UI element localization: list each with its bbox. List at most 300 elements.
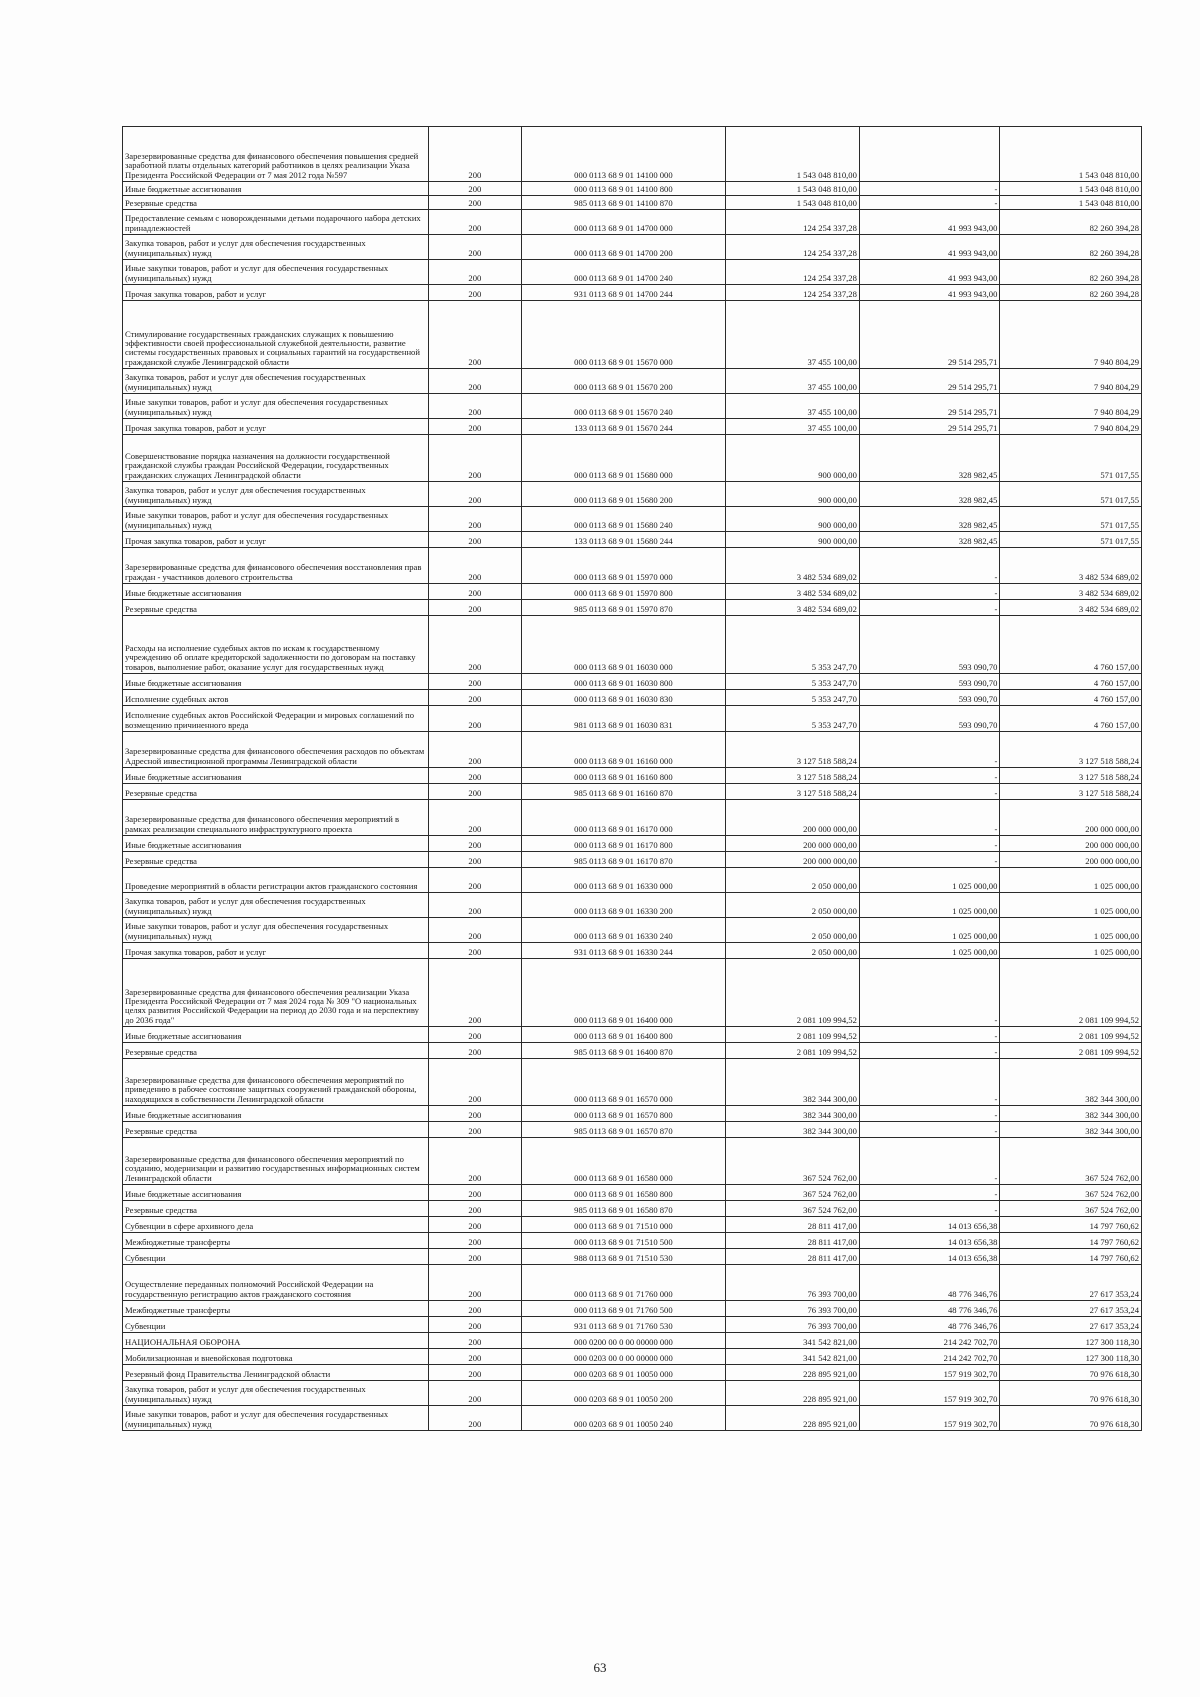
row-name: Совершенствование порядка назначения на должности государственной гражданской службы граждан Российской Федерации, государственных гражданских служащих Ленинградской области [123,435,429,482]
row-executed-amount: 214 242 702,70 [859,1349,1000,1365]
row-executed-amount: - [859,852,1000,868]
row-name: Иные бюджетные ассигнования [123,182,429,196]
row-approved-amount: 3 127 518 588,24 [725,732,859,768]
row-executed-amount: 328 982,45 [859,435,1000,482]
row-remaining-amount: 14 797 760,62 [1000,1249,1142,1265]
row-name: Зарезервированные средства для финансового обеспечения мероприятий по созданию, модернизации и развитию государственных информационных систем Ленинградской области [123,1138,429,1185]
row-classification: 931 0113 68 9 01 14700 244 [522,285,726,301]
row-name: Субвенции [123,1317,429,1333]
row-approved-amount: 382 344 300,00 [725,1122,859,1138]
table-row [123,943,1142,959]
row-classification: 931 0113 68 9 01 71760 530 [522,1317,726,1333]
table-row [123,836,1142,852]
row-classification: 985 0113 68 9 01 16160 870 [522,784,726,800]
table-row [123,196,1142,210]
row-name: Прочая закупка товаров, работ и услуг [123,285,429,301]
page-number: 63 [593,1660,607,1675]
row-name: Закупка товаров, работ и услуг для обеспечения государственных (муниципальных) нужд [123,482,429,507]
row-approved-amount: 382 344 300,00 [725,1059,859,1106]
row-approved-amount: 5 353 247,70 [725,616,859,674]
row-remaining-amount: 82 260 394,28 [1000,285,1142,301]
row-executed-amount: 41 993 943,00 [859,285,1000,301]
row-remaining-amount: 367 524 762,00 [1000,1201,1142,1217]
row-name: Зарезервированные средства для финансового обеспечения реализации Указа Президента Российской Федерации от 7 мая 2024 года № 309 "О национальных целях развития Российской Федерации на период до 2030 года и на перспективу до 2036 года" [123,959,429,1027]
row-classification: 000 0113 68 9 01 71760 500 [522,1301,726,1317]
row-approved-amount: 200 000 000,00 [725,852,859,868]
row-remaining-amount: 1 543 048 810,00 [1000,127,1142,182]
row-classification: 000 0113 68 9 01 16330 240 [522,918,726,943]
row-code: 200 [428,548,521,584]
row-classification: 000 0113 68 9 01 16580 000 [522,1138,726,1185]
table-row [123,1265,1142,1301]
row-executed-amount: 1 025 000,00 [859,893,1000,918]
row-executed-amount: 1 025 000,00 [859,868,1000,893]
row-remaining-amount: 1 543 048 810,00 [1000,182,1142,196]
row-code: 200 [428,1106,521,1122]
row-classification: 000 0200 00 0 00 00000 000 [522,1333,726,1349]
table-row [123,918,1142,943]
row-approved-amount: 1 543 048 810,00 [725,182,859,196]
row-classification: 000 0113 68 9 01 16580 800 [522,1185,726,1201]
table-row [123,784,1142,800]
row-name: Резервные средства [123,600,429,616]
row-classification: 000 0113 68 9 01 15680 000 [522,435,726,482]
row-classification: 000 0203 68 9 01 10050 200 [522,1381,726,1406]
row-approved-amount: 124 254 337,28 [725,235,859,260]
row-executed-amount: - [859,196,1000,210]
row-executed-amount: 29 514 295,71 [859,369,1000,394]
row-approved-amount: 76 393 700,00 [725,1317,859,1333]
row-name: Иные бюджетные ассигнования [123,1185,429,1201]
row-executed-amount: 328 982,45 [859,507,1000,532]
row-name: Зарезервированные средства для финансового обеспечения расходов по объектам Адресной инвестиционной программы Ленинградской области [123,732,429,768]
row-code: 200 [428,1301,521,1317]
table-row [123,1043,1142,1059]
table-row [123,1027,1142,1043]
row-classification: 985 0113 68 9 01 14100 870 [522,196,726,210]
row-executed-amount: - [859,1138,1000,1185]
table-row [123,732,1142,768]
row-code: 200 [428,1249,521,1265]
table-row [123,959,1142,1027]
row-name: Резервные средства [123,784,429,800]
row-approved-amount: 5 353 247,70 [725,674,859,690]
row-classification: 000 0113 68 9 01 14700 240 [522,260,726,285]
row-name: Иные бюджетные ассигнования [123,768,429,784]
row-name: Резервные средства [123,852,429,868]
row-classification: 000 0113 68 9 01 16160 800 [522,768,726,784]
row-name: Резервные средства [123,1043,429,1059]
row-name: Закупка товаров, работ и услуг для обеспечения государственных (муниципальных) нужд [123,369,429,394]
row-code: 200 [428,260,521,285]
row-code: 200 [428,1265,521,1301]
row-approved-amount: 76 393 700,00 [725,1265,859,1301]
table-row [123,394,1142,419]
row-classification: 985 0113 68 9 01 15970 870 [522,600,726,616]
row-executed-amount: - [859,836,1000,852]
row-remaining-amount: 4 760 157,00 [1000,690,1142,706]
table-row [123,852,1142,868]
row-executed-amount: - [859,1122,1000,1138]
row-classification: 000 0113 68 9 01 15670 240 [522,394,726,419]
row-code: 200 [428,836,521,852]
row-remaining-amount: 27 617 353,24 [1000,1301,1142,1317]
row-approved-amount: 5 353 247,70 [725,690,859,706]
row-approved-amount: 2 081 109 994,52 [725,1043,859,1059]
row-approved-amount: 3 482 534 689,02 [725,600,859,616]
row-remaining-amount: 82 260 394,28 [1000,235,1142,260]
row-classification: 000 0113 68 9 01 71510 500 [522,1233,726,1249]
row-remaining-amount: 14 797 760,62 [1000,1217,1142,1233]
row-remaining-amount: 200 000 000,00 [1000,852,1142,868]
row-code: 200 [428,1043,521,1059]
row-executed-amount: 29 514 295,71 [859,394,1000,419]
row-remaining-amount: 127 300 118,30 [1000,1349,1142,1365]
row-code: 200 [428,1185,521,1201]
row-remaining-amount: 200 000 000,00 [1000,836,1142,852]
row-code: 200 [428,584,521,600]
table-row [123,616,1142,674]
row-classification: 000 0113 68 9 01 14700 000 [522,210,726,235]
row-name: Иные бюджетные ассигнования [123,1027,429,1043]
table-row [123,584,1142,600]
row-executed-amount: 593 090,70 [859,616,1000,674]
row-remaining-amount: 82 260 394,28 [1000,260,1142,285]
row-classification: 985 0113 68 9 01 16400 870 [522,1043,726,1059]
row-remaining-amount: 382 344 300,00 [1000,1122,1142,1138]
row-name: Иные закупки товаров, работ и услуг для обеспечения государственных (муниципальных) нужд [123,507,429,532]
row-approved-amount: 341 542 821,00 [725,1349,859,1365]
table-row [123,1059,1142,1106]
row-approved-amount: 382 344 300,00 [725,1106,859,1122]
row-approved-amount: 28 811 417,00 [725,1217,859,1233]
row-code: 200 [428,285,521,301]
row-code: 200 [428,1406,521,1431]
table-row [123,1301,1142,1317]
row-name: Прочая закупка товаров, работ и услуг [123,419,429,435]
row-remaining-amount: 3 127 518 588,24 [1000,784,1142,800]
table-row [123,893,1142,918]
row-name: Зарезервированные средства для финансового обеспечения восстановления прав граждан - участников долевого строительства [123,548,429,584]
row-classification: 133 0113 68 9 01 15680 244 [522,532,726,548]
row-name: Прочая закупка товаров, работ и услуг [123,943,429,959]
row-executed-amount: - [859,1027,1000,1043]
row-approved-amount: 2 050 000,00 [725,868,859,893]
row-approved-amount: 228 895 921,00 [725,1406,859,1431]
row-code: 200 [428,210,521,235]
row-name: Субвенции в сфере архивного дела [123,1217,429,1233]
row-executed-amount: 1 025 000,00 [859,918,1000,943]
row-approved-amount: 2 050 000,00 [725,893,859,918]
row-executed-amount: 48 776 346,76 [859,1317,1000,1333]
row-code: 200 [428,394,521,419]
row-executed-amount: - [859,548,1000,584]
table-row [123,600,1142,616]
row-classification: 000 0113 68 9 01 16160 000 [522,732,726,768]
row-approved-amount: 367 524 762,00 [725,1185,859,1201]
row-remaining-amount: 3 482 534 689,02 [1000,600,1142,616]
table-row [123,1217,1142,1233]
row-executed-amount: - [859,732,1000,768]
row-approved-amount: 2 050 000,00 [725,918,859,943]
row-remaining-amount: 7 940 804,29 [1000,301,1142,369]
row-classification: 000 0113 68 9 01 16570 800 [522,1106,726,1122]
row-name: Зарезервированные средства для финансового обеспечения мероприятий в рамках реализации специального инфраструктурного проекта [123,800,429,836]
row-remaining-amount: 367 524 762,00 [1000,1185,1142,1201]
row-classification: 000 0113 68 9 01 14100 000 [522,127,726,182]
row-code: 200 [428,768,521,784]
table-row [123,301,1142,369]
row-name: Осуществление переданных полномочий Российской Федерации на государственную регистрацию актов гражданского состояния [123,1265,429,1301]
table-row [123,507,1142,532]
row-name: Иные закупки товаров, работ и услуг для обеспечения государственных (муниципальных) нужд [123,918,429,943]
row-remaining-amount: 1 025 000,00 [1000,943,1142,959]
row-executed-amount: - [859,1201,1000,1217]
row-classification: 000 0203 68 9 01 10050 240 [522,1406,726,1431]
row-name: Иные закупки товаров, работ и услуг для обеспечения государственных (муниципальных) нужд [123,260,429,285]
row-remaining-amount: 1 025 000,00 [1000,893,1142,918]
row-code: 200 [428,235,521,260]
table-row [123,369,1142,394]
row-executed-amount: 41 993 943,00 [859,210,1000,235]
row-name: Зарезервированные средства для финансового обеспечения повышения средней заработной платы отдельных категорий работников в целях реализации Указа Президента Российской Федерации от 7 мая 2012 года №597 [123,127,429,182]
row-name: Закупка товаров, работ и услуг для обеспечения государственных (муниципальных) нужд [123,1381,429,1406]
table-row [123,532,1142,548]
row-code: 200 [428,482,521,507]
row-approved-amount: 37 455 100,00 [725,419,859,435]
row-approved-amount: 200 000 000,00 [725,836,859,852]
row-executed-amount: 328 982,45 [859,482,1000,507]
row-executed-amount: 14 013 656,38 [859,1217,1000,1233]
row-remaining-amount: 571 017,55 [1000,507,1142,532]
row-classification: 000 0113 68 9 01 16330 000 [522,868,726,893]
row-remaining-amount: 27 617 353,24 [1000,1265,1142,1301]
row-code: 200 [428,1233,521,1249]
row-remaining-amount: 367 524 762,00 [1000,1138,1142,1185]
row-classification: 000 0113 68 9 01 16400 800 [522,1027,726,1043]
table-row [123,1365,1142,1381]
row-approved-amount: 3 127 518 588,24 [725,768,859,784]
row-code: 200 [428,1333,521,1349]
row-code: 200 [428,1201,521,1217]
row-name: Субвенции [123,1249,429,1265]
row-executed-amount: 14 013 656,38 [859,1249,1000,1265]
row-name: Резервный фонд Правительства Ленинградской области [123,1365,429,1381]
row-executed-amount: - [859,1059,1000,1106]
row-approved-amount: 2 050 000,00 [725,943,859,959]
row-executed-amount: - [859,182,1000,196]
row-executed-amount: 157 919 302,70 [859,1406,1000,1431]
row-classification: 000 0113 68 9 01 71760 000 [522,1265,726,1301]
row-classification: 985 0113 68 9 01 16170 870 [522,852,726,868]
row-name: Предоставление семьям с новорожденными детьми подарочного набора детских принадлежностей [123,210,429,235]
row-executed-amount: 157 919 302,70 [859,1365,1000,1381]
row-remaining-amount: 571 017,55 [1000,532,1142,548]
row-code: 200 [428,918,521,943]
row-classification: 000 0203 68 9 01 10050 000 [522,1365,726,1381]
row-classification: 000 0113 68 9 01 16170 000 [522,800,726,836]
row-approved-amount: 3 127 518 588,24 [725,784,859,800]
row-code: 200 [428,690,521,706]
table-row [123,419,1142,435]
row-classification: 931 0113 68 9 01 16330 244 [522,943,726,959]
row-approved-amount: 228 895 921,00 [725,1381,859,1406]
row-classification: 000 0113 68 9 01 16030 800 [522,674,726,690]
row-remaining-amount: 27 617 353,24 [1000,1317,1142,1333]
table-row [123,1185,1142,1201]
table-row [123,800,1142,836]
row-approved-amount: 124 254 337,28 [725,210,859,235]
table-row [123,1381,1142,1406]
row-code: 200 [428,784,521,800]
row-name: Исполнение судебных актов [123,690,429,706]
row-remaining-amount: 4 760 157,00 [1000,674,1142,690]
row-executed-amount: 48 776 346,76 [859,1301,1000,1317]
table-row [123,674,1142,690]
row-approved-amount: 28 811 417,00 [725,1233,859,1249]
row-approved-amount: 124 254 337,28 [725,260,859,285]
table-row [123,1317,1142,1333]
row-name: Иные закупки товаров, работ и услуг для обеспечения государственных (муниципальных) нужд [123,394,429,419]
row-remaining-amount: 382 344 300,00 [1000,1059,1142,1106]
row-classification: 981 0113 68 9 01 16030 831 [522,706,726,732]
row-remaining-amount: 7 940 804,29 [1000,394,1142,419]
row-name: Иные бюджетные ассигнования [123,1106,429,1122]
row-code: 200 [428,369,521,394]
row-code: 200 [428,943,521,959]
row-name: Расходы на исполнение судебных актов по искам к государственному учреждению об оплате кредиторской задолженности по договорам на поставку товаров, выполнение работ, оказание услуг для государственных нужд [123,616,429,674]
row-code: 200 [428,1365,521,1381]
row-classification: 000 0113 68 9 01 14700 200 [522,235,726,260]
row-remaining-amount: 82 260 394,28 [1000,210,1142,235]
table-row [123,1249,1142,1265]
row-classification: 000 0113 68 9 01 15680 240 [522,507,726,532]
row-name: Исполнение судебных актов Российской Федерации и мировых соглашений по возмещению причиненного вреда [123,706,429,732]
row-code: 200 [428,1381,521,1406]
row-code: 200 [428,732,521,768]
row-code: 200 [428,419,521,435]
row-code: 200 [428,1122,521,1138]
row-name: Иные бюджетные ассигнования [123,836,429,852]
row-name: Иные бюджетные ассигнования [123,674,429,690]
row-approved-amount: 228 895 921,00 [725,1365,859,1381]
row-approved-amount: 341 542 821,00 [725,1333,859,1349]
row-executed-amount: 1 025 000,00 [859,943,1000,959]
row-executed-amount: - [859,1043,1000,1059]
table-row [123,1406,1142,1431]
row-approved-amount: 367 524 762,00 [725,1201,859,1217]
table-row [123,285,1142,301]
row-executed-amount: - [859,1106,1000,1122]
budget-execution-table [122,126,1142,1431]
row-code: 200 [428,301,521,369]
row-name: Закупка товаров, работ и услуг для обеспечения государственных (муниципальных) нужд [123,235,429,260]
row-name: Мобилизационная и вневойсковая подготовка [123,1349,429,1365]
row-approved-amount: 900 000,00 [725,482,859,507]
row-remaining-amount: 4 760 157,00 [1000,616,1142,674]
row-code: 200 [428,1217,521,1233]
row-approved-amount: 1 543 048 810,00 [725,127,859,182]
row-code: 200 [428,959,521,1027]
table-row [123,210,1142,235]
row-remaining-amount: 2 081 109 994,52 [1000,1043,1142,1059]
row-code: 200 [428,1027,521,1043]
row-classification: 000 0113 68 9 01 16570 000 [522,1059,726,1106]
row-remaining-amount: 4 760 157,00 [1000,706,1142,732]
row-approved-amount: 900 000,00 [725,532,859,548]
row-executed-amount: 41 993 943,00 [859,260,1000,285]
row-approved-amount: 2 081 109 994,52 [725,1027,859,1043]
row-name: Иные закупки товаров, работ и услуг для обеспечения государственных (муниципальных) нужд [123,1406,429,1431]
row-approved-amount: 200 000 000,00 [725,800,859,836]
row-remaining-amount: 3 482 534 689,02 [1000,548,1142,584]
row-classification: 000 0113 68 9 01 71510 000 [522,1217,726,1233]
row-executed-amount: 29 514 295,71 [859,419,1000,435]
row-name: Межбюджетные трансферты [123,1301,429,1317]
row-remaining-amount: 382 344 300,00 [1000,1106,1142,1122]
row-code: 200 [428,868,521,893]
row-name: Зарезервированные средства для финансового обеспечения мероприятий по приведению в рабочее состояние защитных сооружений гражданской обороны, находящихся в собственности Ленинградской области [123,1059,429,1106]
row-remaining-amount: 127 300 118,30 [1000,1333,1142,1349]
row-remaining-amount: 1 025 000,00 [1000,868,1142,893]
row-name: Иные бюджетные ассигнования [123,584,429,600]
row-classification: 000 0113 68 9 01 15670 200 [522,369,726,394]
row-executed-amount: - [859,800,1000,836]
row-remaining-amount: 3 127 518 588,24 [1000,768,1142,784]
row-classification: 000 0113 68 9 01 15970 000 [522,548,726,584]
row-name: Проведение мероприятий в области регистрации актов гражданского состояния [123,868,429,893]
table-row [123,127,1142,182]
row-classification: 000 0113 68 9 01 15970 800 [522,584,726,600]
row-executed-amount: - [859,768,1000,784]
table-row [123,868,1142,893]
row-approved-amount: 1 543 048 810,00 [725,196,859,210]
row-approved-amount: 900 000,00 [725,435,859,482]
table-row [123,706,1142,732]
table-row [123,690,1142,706]
row-classification: 000 0113 68 9 01 14100 800 [522,182,726,196]
row-executed-amount: 29 514 295,71 [859,301,1000,369]
row-classification: 985 0113 68 9 01 16570 870 [522,1122,726,1138]
row-executed-amount: - [859,1185,1000,1201]
row-executed-amount [859,127,1000,182]
row-code: 200 [428,1349,521,1365]
table-row [123,435,1142,482]
row-code: 200 [428,196,521,210]
row-remaining-amount: 571 017,55 [1000,435,1142,482]
row-code: 200 [428,1138,521,1185]
row-name: Прочая закупка товаров, работ и услуг [123,532,429,548]
row-code: 200 [428,532,521,548]
row-remaining-amount: 70 976 618,30 [1000,1406,1142,1431]
table-row [123,1201,1142,1217]
table-row [123,235,1142,260]
row-code: 200 [428,600,521,616]
table-row [123,1106,1142,1122]
row-remaining-amount: 3 127 518 588,24 [1000,732,1142,768]
row-remaining-amount: 571 017,55 [1000,482,1142,507]
row-remaining-amount: 7 940 804,29 [1000,419,1142,435]
row-remaining-amount: 1 025 000,00 [1000,918,1142,943]
row-executed-amount: 593 090,70 [859,690,1000,706]
table-row [123,1349,1142,1365]
table-row [123,1138,1142,1185]
row-code: 200 [428,1317,521,1333]
row-approved-amount: 76 393 700,00 [725,1301,859,1317]
row-classification: 985 0113 68 9 01 16580 870 [522,1201,726,1217]
table-row [123,260,1142,285]
row-classification: 000 0113 68 9 01 15680 200 [522,482,726,507]
